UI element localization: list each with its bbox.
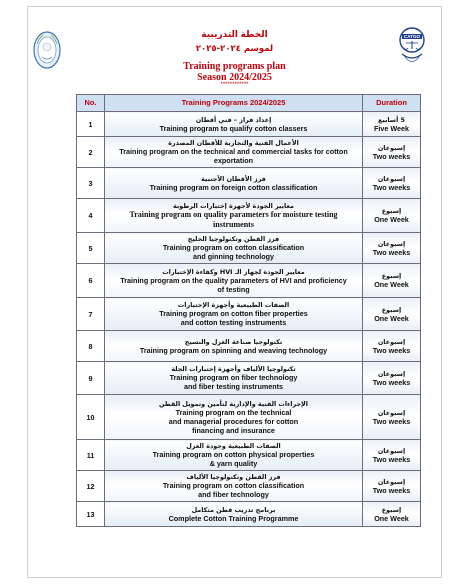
duration-english: Two weeks — [372, 377, 411, 387]
training-plan-table — [76, 94, 421, 527]
table-row — [77, 137, 421, 168]
stars-divider: ************ — [220, 82, 249, 88]
row-number: 7 — [77, 298, 105, 331]
duration-english: One Week — [374, 513, 409, 523]
program-title-english: and managerial procedures for cotton — [168, 416, 299, 426]
program-title-arabic: فرز القطن وتكنولوجيا الألياف — [186, 473, 281, 481]
duration-english: Two weeks — [372, 485, 411, 495]
table-row — [77, 298, 421, 331]
duration-arabic: إسبوعان — [377, 446, 406, 455]
program-title-english: Training program on the technical — [175, 407, 292, 417]
program-title-english: Training program on cotton classification — [162, 243, 305, 252]
program-title-english: Training program on foreign cotton classification — [149, 182, 318, 192]
program-title-english: and fiber technology — [198, 490, 269, 499]
duration-english: One Week — [374, 313, 409, 323]
table-row — [77, 502, 421, 527]
row-number: 9 — [77, 362, 105, 395]
season-arabic: لموسم ٢٠٢٤-٢٠٢٥ — [195, 44, 274, 54]
duration-english: Five Week — [373, 123, 410, 133]
duration-cell — [363, 502, 421, 527]
duration-english: Two weeks — [372, 345, 411, 355]
row-number: 12 — [77, 471, 105, 502]
duration-english: One Week — [374, 280, 409, 289]
duration-english: Two weeks — [372, 182, 411, 192]
table-header-row — [77, 95, 421, 112]
program-title-arabic: الأعمال الفنية والتجارية للأقطان المصدرة — [168, 139, 299, 147]
program-cell — [105, 471, 363, 502]
duration-cell — [363, 440, 421, 471]
program-title-english: Training program on spinning and weaving technology — [139, 345, 328, 355]
program-title-arabic: تكنولوجيا صناعة الغزل والنسيج — [184, 337, 283, 346]
program-title-english: Training program to qualify cotton classers — [159, 123, 308, 133]
duration-cell — [363, 233, 421, 264]
duration-cell — [363, 264, 421, 298]
program-cell — [105, 264, 363, 298]
program-title-english: financing and insurance — [192, 425, 275, 435]
duration-english: One Week — [374, 215, 409, 224]
duration-cell — [363, 362, 421, 395]
program-cell — [105, 137, 363, 168]
table-row — [77, 168, 421, 199]
program-cell — [105, 362, 363, 395]
program-title-english: and cotton testing instruments — [180, 318, 287, 327]
program-title-arabic: معايير الجودة لجهاز الـ HVI وكفاءة الإختبارات — [162, 267, 305, 276]
program-cell — [105, 168, 363, 199]
duration-arabic: إسبوعان — [377, 143, 406, 152]
program-cell — [105, 440, 363, 471]
duration-english: Two weeks — [372, 151, 411, 161]
row-number: 1 — [77, 112, 105, 137]
column-header-programs: Training Programs 2024/2025 — [105, 95, 363, 112]
program-title-english: & yarn quality — [209, 459, 258, 468]
column-header-number: No. — [77, 95, 105, 112]
program-title-english: exportation — [213, 156, 254, 165]
program-cell — [105, 199, 363, 233]
row-number: 8 — [77, 331, 105, 362]
program-title-english: Training program on quality parameters for moisture testing — [129, 209, 338, 219]
duration-arabic: إسبوعان — [377, 408, 406, 417]
duration-cell — [363, 471, 421, 502]
column-header-duration: Duration — [363, 95, 421, 112]
row-number: 11 — [77, 440, 105, 471]
duration-arabic: إسبوعان — [377, 174, 406, 183]
program-title-arabic: تكنولوجيا الألياف وأجهزة إختبارات الجلة — [171, 365, 296, 373]
program-title-english: Complete Cotton Training Programme — [168, 513, 299, 523]
program-cell — [105, 233, 363, 264]
program-title-english: and fiber testing instruments — [183, 382, 284, 391]
duration-arabic: إسبوعان — [377, 477, 406, 486]
program-title-arabic: الصفات الطبيعية وأجهزة الإختبارات — [177, 301, 290, 309]
program-cell — [105, 395, 363, 440]
duration-cell — [363, 331, 421, 362]
program-title-english: Training program on cotton physical properties — [152, 450, 315, 459]
duration-arabic: إسبوعان — [377, 369, 406, 378]
row-number: 2 — [77, 137, 105, 168]
duration-arabic: إسبوع — [381, 505, 402, 514]
duration-cell — [363, 112, 421, 137]
program-title-english: Training program on the technical and commercial tasks for cotton — [119, 147, 348, 156]
table-row — [77, 471, 421, 502]
season-english: Season 2024/2025 — [197, 72, 272, 83]
program-title-arabic: الصفات الطبيعية وجودة الغزل — [186, 442, 281, 450]
program-title-english: Training program on fiber technology — [169, 373, 298, 382]
row-number: 13 — [77, 502, 105, 527]
program-cell — [105, 112, 363, 137]
duration-english: Two weeks — [372, 247, 411, 257]
program-title-arabic: إعداد فراز – فني أقطان — [195, 115, 272, 124]
program-cell — [105, 502, 363, 527]
duration-arabic: 5 أسابيع — [378, 115, 405, 124]
program-title-english: and ginning technology — [192, 252, 275, 261]
duration-english: Two weeks — [372, 416, 411, 426]
table-row — [77, 440, 421, 471]
table-row — [77, 112, 421, 137]
table-row — [77, 331, 421, 362]
row-number: 6 — [77, 264, 105, 298]
title-arabic: الخطة التدريبية — [201, 29, 268, 39]
program-title-english: Training program on the quality parameters of HVI and proficiency — [120, 275, 347, 285]
program-title-arabic: معايير الجودة لأجهزة إختبارات الرطوبة — [172, 201, 294, 210]
row-number: 3 — [77, 168, 105, 199]
duration-arabic: إسبوعان — [377, 239, 406, 248]
program-cell — [105, 298, 363, 331]
duration-arabic: إسبوع — [381, 207, 402, 215]
program-title-english: Training program on cotton classification — [162, 481, 305, 490]
title-english: Training programs plan — [183, 61, 286, 72]
table-row — [77, 264, 421, 298]
table-row — [77, 362, 421, 395]
catgo-logo-text: CATGO — [403, 34, 421, 40]
table-row — [77, 233, 421, 264]
table-row — [77, 395, 421, 440]
duration-cell — [363, 168, 421, 199]
duration-english: Two weeks — [372, 454, 411, 464]
duration-arabic: إسبوعان — [377, 337, 406, 346]
program-title-english: Training program on cotton fiber properties — [159, 309, 308, 318]
row-number: 10 — [77, 395, 105, 440]
duration-cell — [363, 298, 421, 331]
duration-cell — [363, 395, 421, 440]
program-title-english: instruments — [213, 219, 254, 229]
row-number: 4 — [77, 199, 105, 233]
duration-arabic: إسبوع — [381, 272, 402, 280]
program-title-arabic: فرز القطن وتكنولوجيا الحليج — [187, 235, 280, 243]
duration-arabic: إسبوع — [381, 305, 402, 314]
duration-cell — [363, 199, 421, 233]
row-number: 5 — [77, 233, 105, 264]
program-title-arabic: برنامج تدريب قطن متكامل — [191, 505, 276, 514]
program-title-english: of testing — [217, 284, 250, 294]
program-cell — [105, 331, 363, 362]
program-title-arabic: الإجراءات الفنية والإدارية لتأمين وتمويل القطن — [158, 399, 308, 408]
duration-cell — [363, 137, 421, 168]
program-title-arabic: فرز الأقطان الأجنبية — [201, 174, 266, 183]
table-row — [77, 199, 421, 233]
